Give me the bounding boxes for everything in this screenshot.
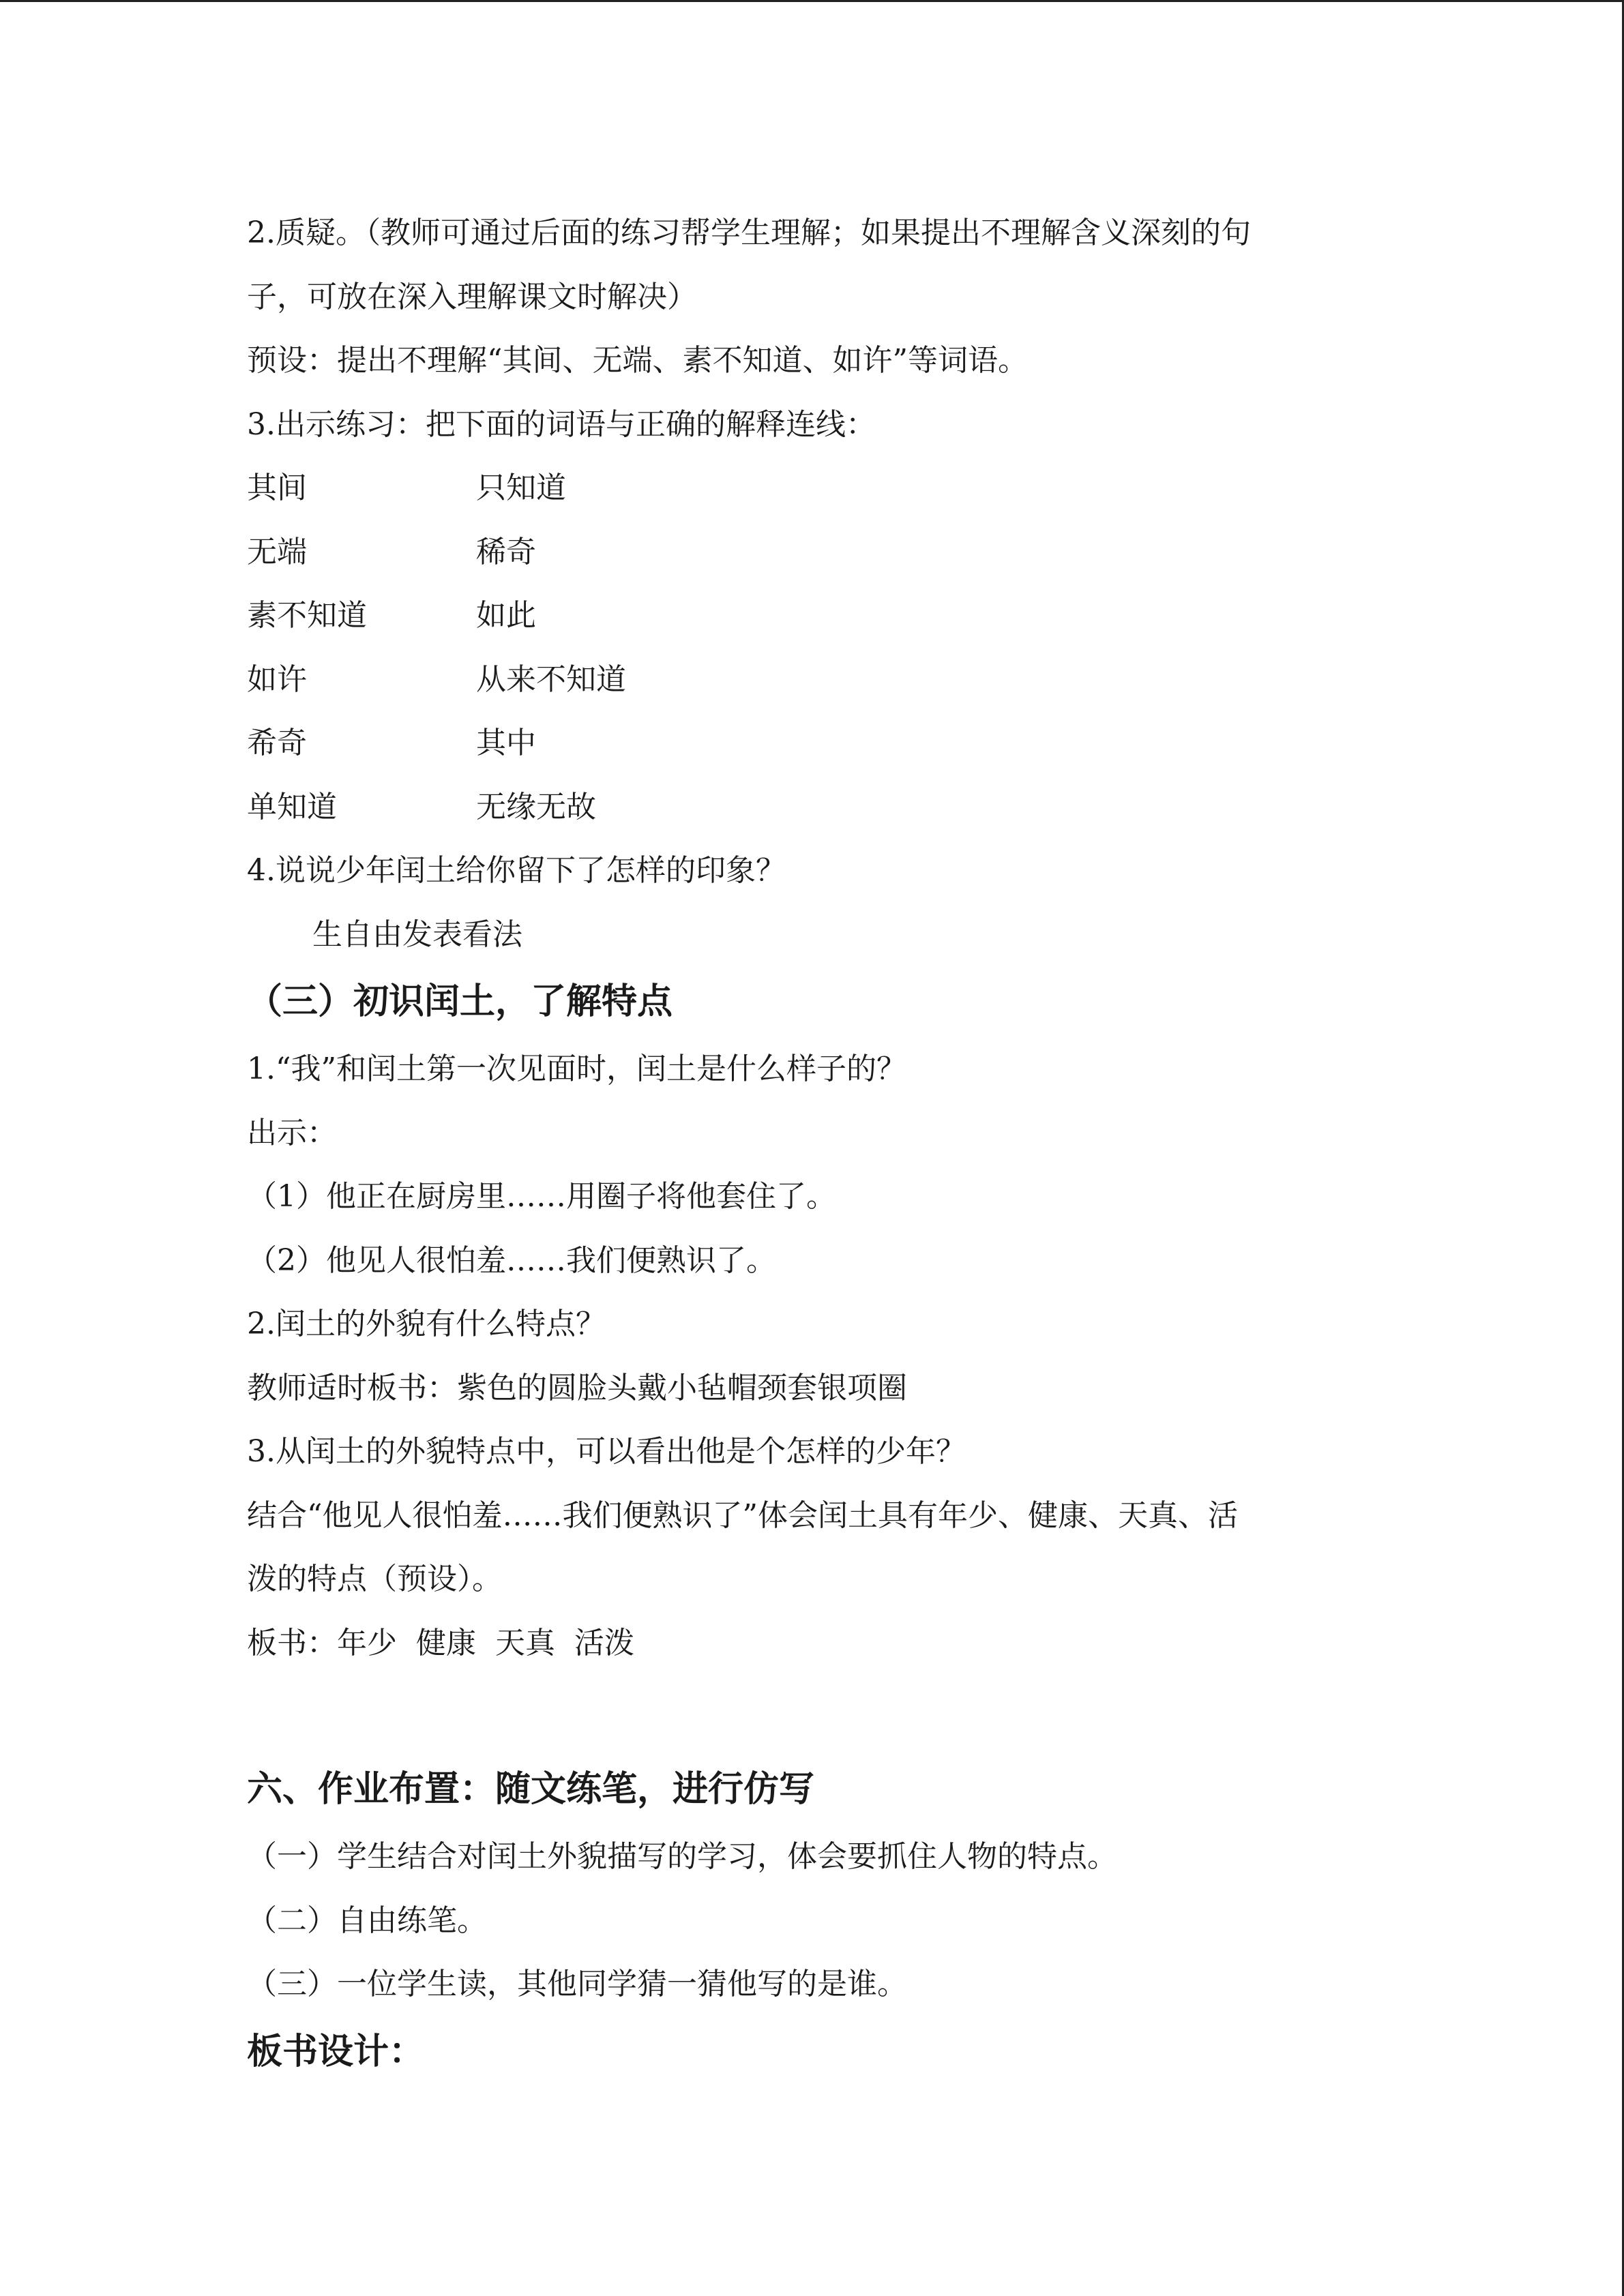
paragraph-line: 3.从闰土的外貌特点中，可以看出他是个怎样的少年？: [247, 1434, 966, 1469]
board-design-heading: 板书设计：: [247, 2031, 425, 2072]
paragraph-line: 教师适时板书：紫色的圆脸头戴小毡帽颈套银项圈: [247, 1370, 907, 1405]
matching-meaning: 从来不知道: [476, 661, 626, 697]
paragraph-line: 3.出示练习：把下面的词语与正确的解释连线：: [247, 406, 876, 442]
matching-row: [247, 584, 1365, 648]
paragraph-line: 2.质疑。（教师可通过后面的练习帮学生理解；如果提出不理解含义深刻的句: [247, 215, 1251, 250]
matching-term: 其间: [247, 471, 307, 505]
paragraph-line: （1）他正在厨房里……用圈子将他套住了。: [247, 1179, 836, 1214]
matching-term: 如许: [247, 661, 307, 697]
paragraph-line: （一）学生结合对闰土外貌描写的学习，体会要抓住人物的特点。: [247, 1839, 1117, 1874]
matching-row: [247, 711, 1365, 775]
matching-row: [247, 456, 1365, 520]
matching-meaning: 只知道: [476, 471, 566, 505]
matching-term: 素不知道: [247, 598, 367, 633]
matching-row: [247, 520, 1365, 584]
paragraph-line: （2）他见人很怕羞……我们便熟识了。: [247, 1242, 776, 1278]
paragraph-line: 出示：: [247, 1115, 337, 1150]
blank-spacer: [247, 1675, 1365, 1754]
matching-meaning: 其中: [476, 726, 536, 760]
page-border-top: [0, 0, 1624, 2]
paragraph-line: 结合“他见人很怕羞……我们便熟识了”体会闰土具有年少、健康、天真、活: [247, 1497, 1238, 1533]
matching-term: 无端: [247, 534, 307, 569]
matching-term: 希奇: [247, 726, 307, 760]
paragraph-line: （二）自由练笔。: [247, 1903, 487, 1938]
paragraph-line: 预设：提出不理解“其间、无端、素不知道、如许”等词语。: [247, 343, 1028, 378]
paragraph-line: 1.“我”和闰土第一次见面时，闰土是什么样子的？: [247, 1052, 906, 1086]
section-heading-3: （三）初识闰土，了解特点: [247, 981, 673, 1022]
document-body: [247, 201, 1365, 2087]
paragraph-line: 板书：年少 健康 天真 活泼: [247, 1625, 634, 1660]
paragraph-line: 泼的特点（预设）。: [247, 1562, 502, 1596]
paragraph-line: （三）一位学生读，其他同学猜一猜他写的是谁。: [247, 1967, 907, 2001]
matching-row: [247, 648, 1365, 712]
matching-meaning: 稀奇: [476, 534, 536, 569]
matching-meaning: 如此: [476, 598, 536, 633]
matching-meaning: 无缘无故: [476, 789, 596, 824]
indented-line: 生自由发表看法: [312, 916, 522, 952]
paragraph-line: 4.说说少年闰土给你留下了怎样的印象？: [247, 853, 786, 888]
paragraph-line: 2.闰土的外貌有什么特点？: [247, 1307, 606, 1341]
paragraph-line: 子，可放在深入理解课文时解决）: [247, 279, 697, 314]
section-heading-6: 六、作业布置：随文练笔，进行仿写: [247, 1769, 815, 1810]
matching-term: 单知道: [247, 789, 337, 824]
matching-row: [247, 775, 1365, 839]
